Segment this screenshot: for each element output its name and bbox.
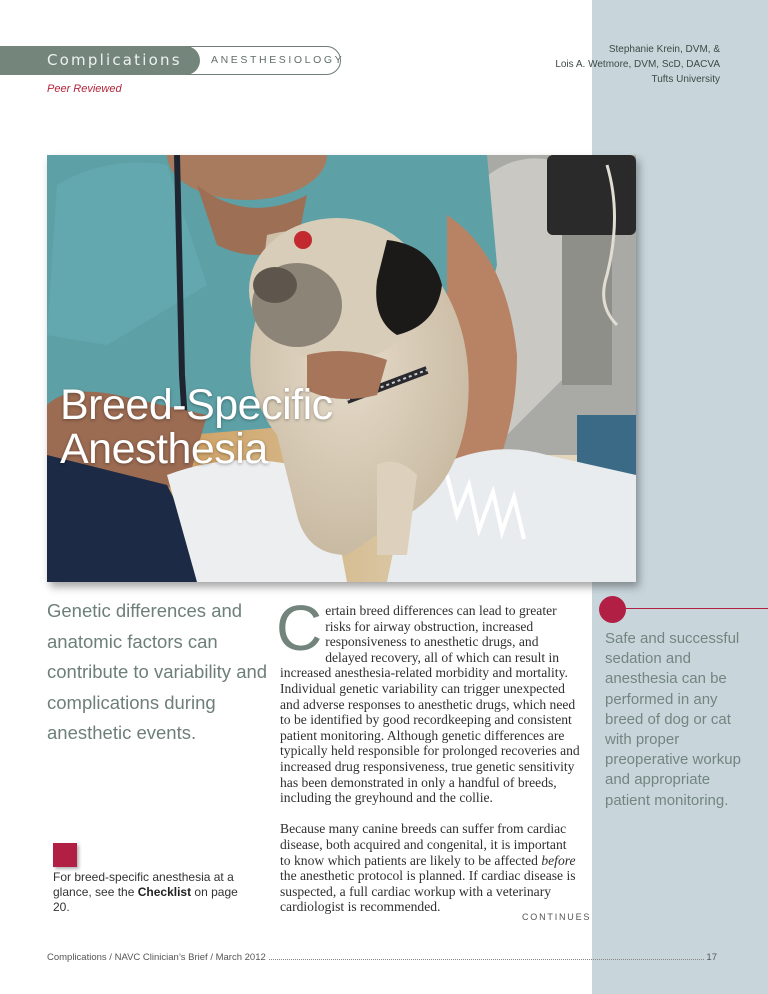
- title-line-1: Breed-Specific: [60, 381, 333, 429]
- author-line-1: Stephanie Krein, DVM, &: [608, 44, 720, 55]
- author-affiliation: Tufts University: [651, 74, 720, 85]
- checklist-suffix: on page 20.: [53, 885, 238, 914]
- pull-quote: Genetic differences and anatomic factors can contribute to variability and complications during anesthetic events.: [47, 600, 268, 743]
- callout-dot-icon: [599, 596, 626, 623]
- article-body: [276, 592, 580, 915]
- category-label: ANESTHESIOLOGY: [211, 54, 345, 66]
- page-footer: [47, 952, 717, 966]
- author-byline: [555, 42, 720, 87]
- checklist-prefix: For breed-specific anesthesia at a glance, see the: [53, 870, 234, 899]
- paragraph-2-before: Because many canine breeds can suffer from cardiac disease, both acquired and congenital, it is important to know which patients are likely to be affected: [280, 821, 567, 868]
- paragraph-2-italic: before: [541, 852, 576, 868]
- section-label: Complications: [47, 51, 182, 69]
- article-title: [60, 383, 333, 471]
- footer-citation: Complications / NAVC Clinician’s Brief / March 2012: [47, 952, 266, 963]
- continues-label[interactable]: CONTINUES: [522, 912, 592, 922]
- checklist-marker-icon: [53, 843, 77, 867]
- body-paragraph-2: [280, 821, 580, 915]
- author-line-2: Lois A. Wetmore, DVM, ScD, DACVA: [555, 59, 720, 70]
- page-number: 17: [706, 952, 717, 963]
- title-line-2: Anesthesia: [60, 425, 268, 473]
- body-paragraph-1: [276, 592, 580, 806]
- section-tab: [0, 46, 345, 75]
- paragraph-1-text: ertain breed differences can lead to greater risks for airway obstruction, increased responsiveness to anesthetic drugs, and delayed recovery, all of which can result in increased anesthesia-related morbidity and mortality. Individual genetic variability can trigger unexpected and adverse responses to anesthetic drugs, which need to be identified by good recordkeeping and consistent patient monitoring. Although genetic differences are typically held responsible for prolonged recoveries and increased drug responsiveness, true genetic sensitivity has been demonstrated in only a handful of breeds, including the greyhound and the collie.: [280, 603, 580, 806]
- footer-dot-leader: [269, 958, 705, 960]
- hero-photo: [47, 155, 636, 582]
- checklist-reference: [53, 870, 253, 915]
- paragraph-2-after: the anesthetic protocol is planned. If cardiac disease is suspected, a full cardiac workup with a veterinary cardiologist is recommended.: [280, 868, 576, 915]
- sidebar-callout: Safe and successful sedation and anesthesia can be performed in any breed of dog or cat with proper preoperative workup and appropriate patient monitoring.: [605, 630, 741, 809]
- peer-reviewed-label: Peer Reviewed: [47, 83, 122, 95]
- callout-rule: [624, 608, 768, 609]
- drop-cap: C: [276, 592, 323, 664]
- pug-photo-illustration: [47, 155, 636, 582]
- checklist-link[interactable]: Checklist: [137, 885, 192, 899]
